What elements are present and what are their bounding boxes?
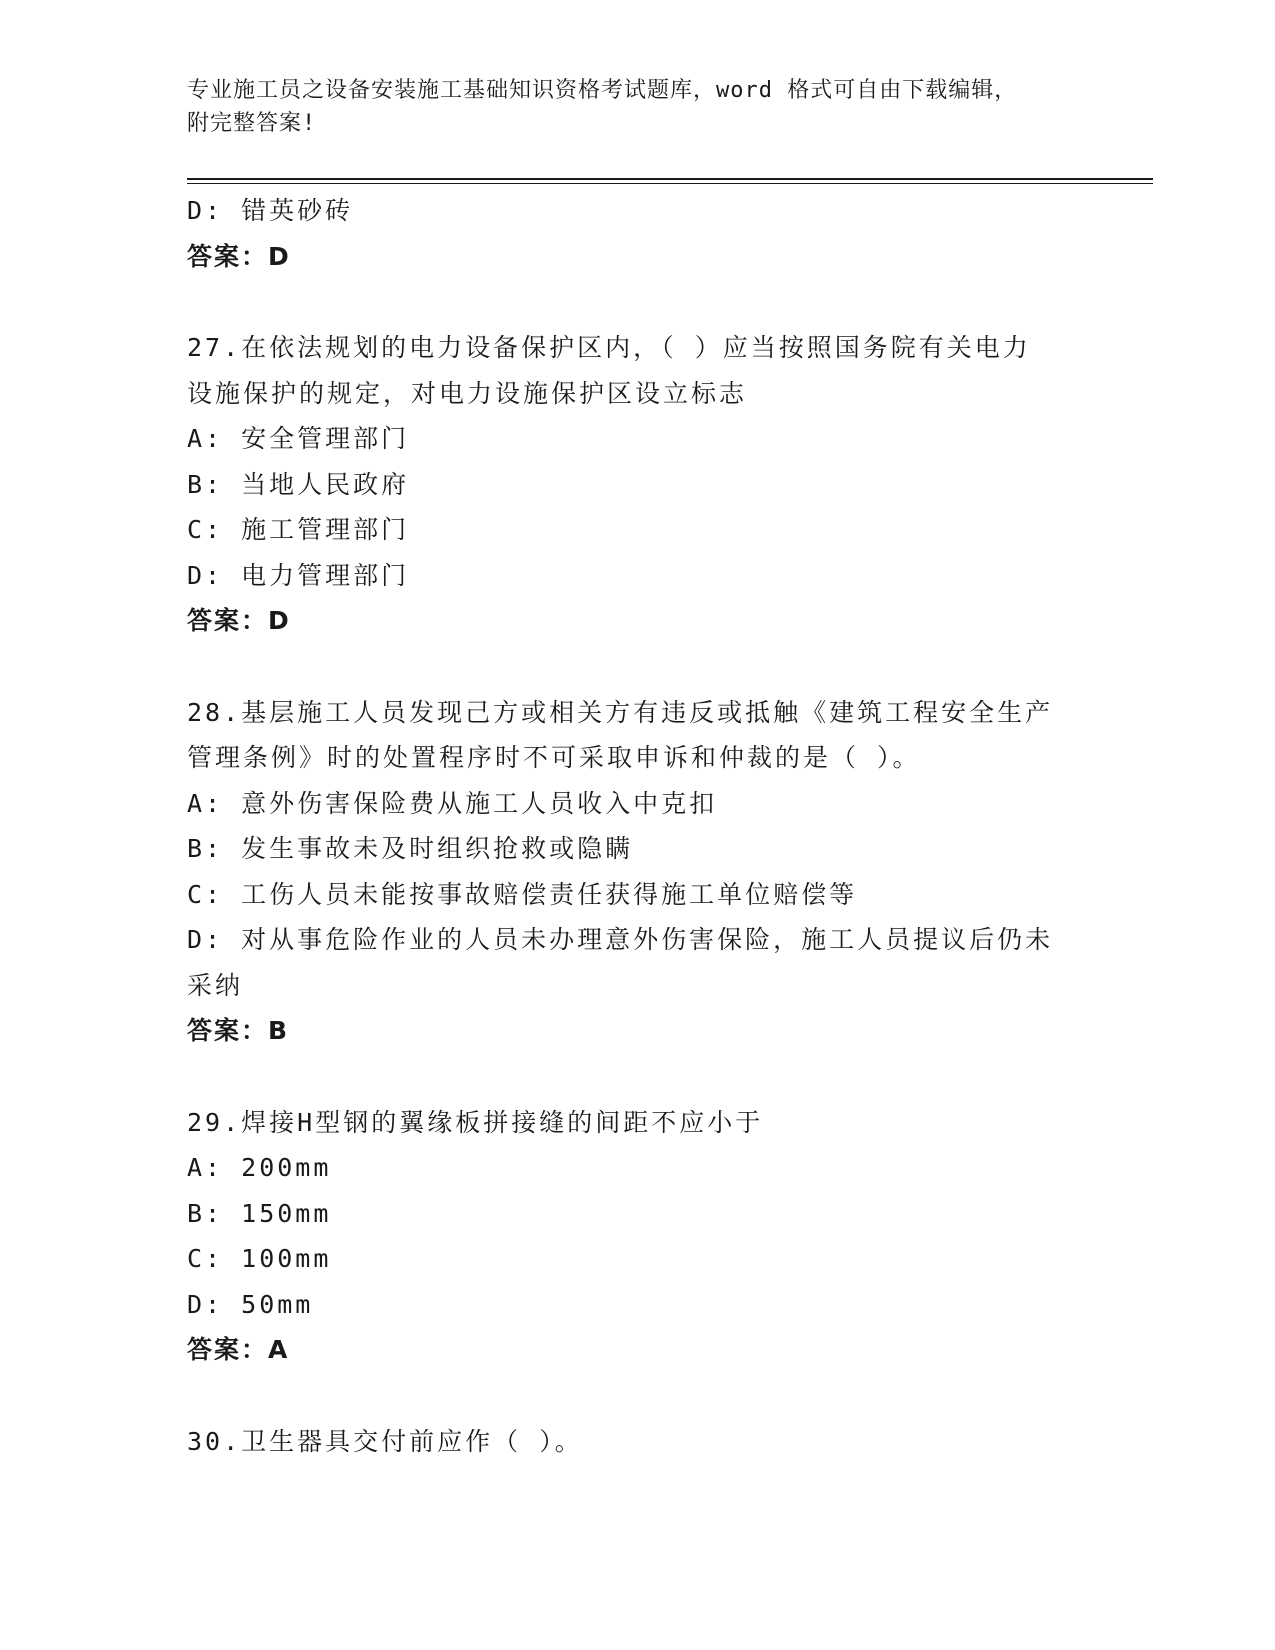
- question-27: [187, 325, 1087, 644]
- option-b: B: 150mm: [187, 1198, 332, 1228]
- header-line-1: 专业施工员之设备安装施工基础知识资格考试题库，word 格式可自由下载编辑，: [187, 78, 1018, 103]
- question-29: [187, 1100, 1087, 1373]
- option-d: D: 50mm: [187, 1289, 314, 1319]
- question-stem-cont: 管理条例》时的处置程序时不可采取申诉和仲裁的是（ ）。: [187, 743, 921, 772]
- option-b: B: 发生事故未及时组织抢救或隐瞒: [187, 834, 634, 863]
- question-stem: 28.基层施工人员发现己方或相关方有违反或抵触《建筑工程安全生产: [187, 697, 1054, 727]
- option-d: D: 错英砂砖: [187, 196, 354, 225]
- header-line-2: 附完整答案!: [187, 111, 317, 136]
- spacer: [187, 644, 1087, 690]
- answer-line: 答案：D: [187, 606, 291, 635]
- option-c: C: 工伤人员未能按事故赔偿责任获得施工单位赔偿等: [187, 879, 858, 909]
- option-c: C: 施工管理部门: [187, 515, 410, 544]
- option-a: A: 200mm: [187, 1153, 332, 1182]
- document-header: [187, 74, 1087, 140]
- answer-line: 答案：B: [187, 1016, 290, 1045]
- option-c: C: 100mm: [187, 1244, 332, 1273]
- header-divider-thin: [187, 183, 1153, 184]
- question-stem: 27.在依法规划的电力设备保护区内，（ ）应当按照国务院有关电力: [187, 333, 1031, 362]
- answer-line: 答案：A: [187, 1335, 290, 1364]
- answer-line: 答案：D: [187, 241, 291, 271]
- option-a: A: 安全管理部门: [187, 424, 410, 453]
- option-d-cont: 采纳: [187, 970, 244, 1000]
- option-d: D: 对从事危险作业的人员未办理意外伤害保险，施工人员提议后仍未: [187, 925, 1054, 954]
- question-28: [187, 690, 1087, 1054]
- question-stem: 30.卫生器具交付前应作（ ）。: [187, 1426, 583, 1456]
- question-block-continued: [187, 188, 1087, 279]
- question-stem-cont: 设施保护的规定，对电力设施保护区设立标志: [187, 378, 748, 408]
- spacer: [187, 1373, 1087, 1419]
- question-list: [187, 188, 1087, 1464]
- header-divider-thick: [187, 178, 1153, 180]
- question-30: [187, 1419, 1087, 1465]
- question-stem: 29.焊接H型钢的翼缘板拼接缝的间距不应小于: [187, 1107, 764, 1137]
- option-d: D: 电力管理部门: [187, 560, 410, 590]
- option-b: B: 当地人民政府: [187, 469, 410, 499]
- option-a: A: 意外伤害保险费从施工人员收入中克扣: [187, 788, 718, 818]
- spacer: [187, 279, 1087, 325]
- spacer: [187, 1054, 1087, 1100]
